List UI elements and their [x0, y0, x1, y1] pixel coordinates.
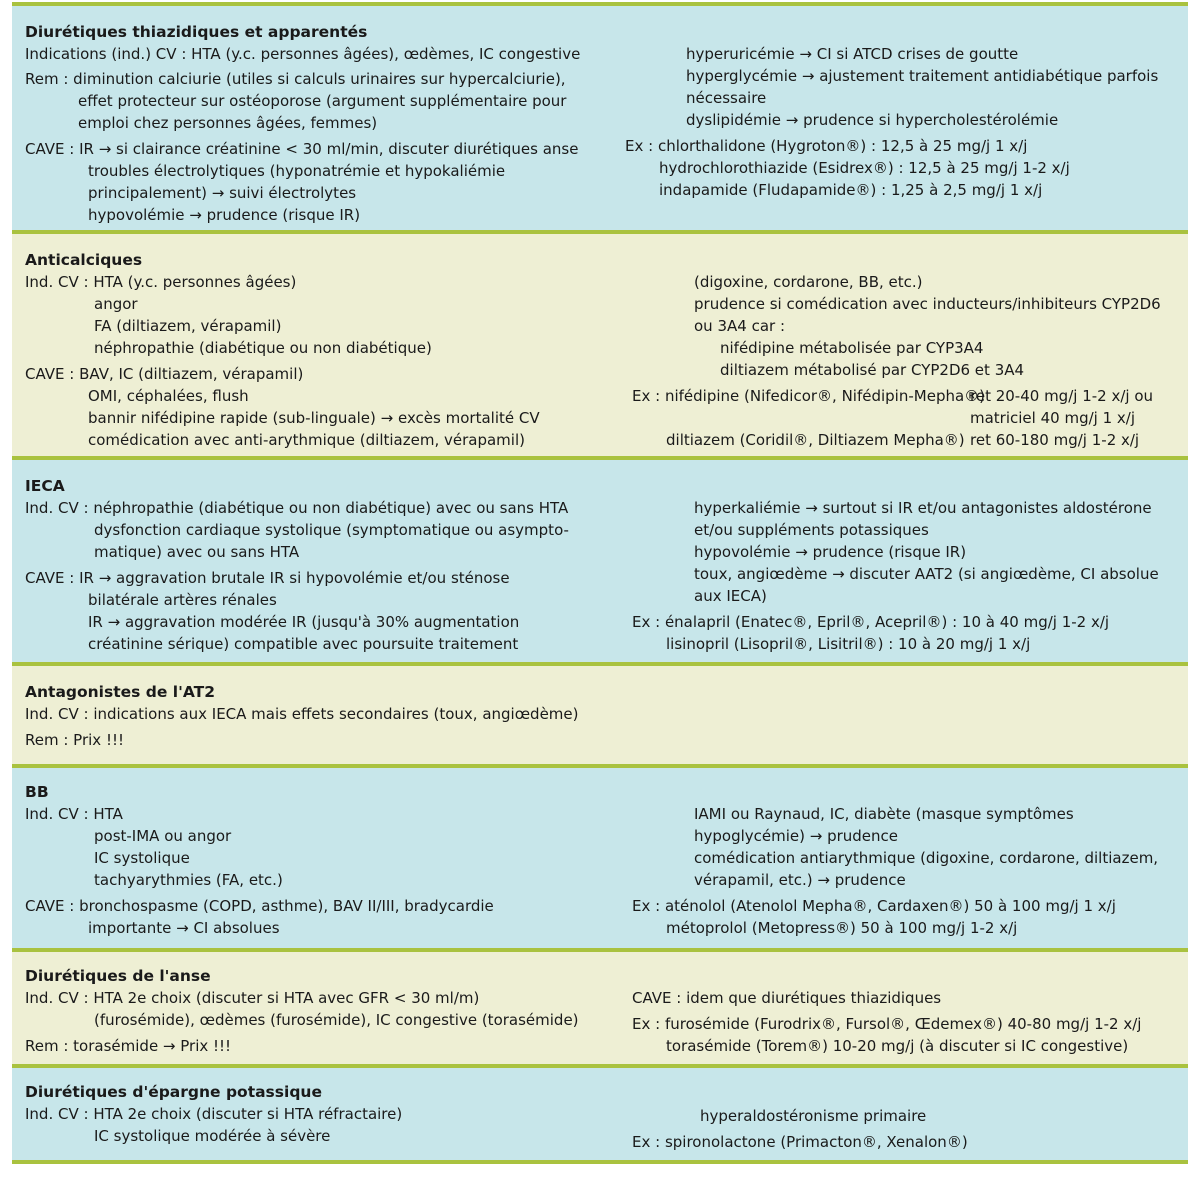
text-line: troubles électrolytiques (hyponatrémie et hypokaliémie — [88, 162, 506, 180]
section-title: Antagonistes de l'AT2 — [25, 683, 215, 701]
text-line: prudence si comédication avec inducteurs/inhibiteurs CYP2D6 — [694, 295, 1161, 313]
text-line: Ex : chlorthalidone (Hygroton®) : 12,5 à 25 mg/j 1 x/j — [625, 137, 1028, 155]
text-line: (digoxine, cordarone, BB, etc.) — [694, 273, 923, 291]
text-line: CAVE : idem que diurétiques thiazidiques — [632, 989, 942, 1007]
text-line: CAVE : IR → si clairance créatinine < 30 ml/min, discuter diurétiques anse — [25, 140, 579, 158]
text-line: ret 20-40 mg/j 1-2 x/j ou — [970, 387, 1154, 405]
text-line: Rem : diminution calciurie (utiles si calculs urinaires sur hypercalciurie), — [25, 70, 566, 88]
text-line: Ex : furosémide (Furodrix®, Fursol®, Œdemex®) 40-80 mg/j 1-2 x/j — [632, 1015, 1142, 1033]
text-line: comédication avec anti-arythmique (diltiazem, vérapamil) — [88, 431, 525, 449]
text-line: matique) avec ou sans HTA — [94, 543, 300, 561]
text-line: Ind. CV : HTA — [25, 805, 123, 823]
text-line: Indications (ind.) CV : HTA (y.c. personnes âgées), œdèmes, IC congestive — [25, 45, 581, 63]
section-epargne-potassique — [12, 1064, 1188, 1160]
text-line: comédication antiarythmique (digoxine, cordarone, diltiazem, — [694, 849, 1159, 867]
section-title: Diurétiques d'épargne potassique — [25, 1083, 322, 1101]
text-line: post-IMA ou angor — [94, 827, 232, 845]
text-line: Rem : torasémide → Prix !!! — [25, 1037, 232, 1055]
text-line: nifédipine métabolisée par CYP3A4 — [720, 339, 984, 357]
text-line: hyperkaliémie → surtout si IR et/ou antagonistes aldostérone — [694, 499, 1152, 517]
bottom-divider — [12, 1160, 1188, 1164]
text-line: dyslipidémie → prudence si hypercholestérolémie — [686, 111, 1059, 129]
text-line: indapamide (Fludapamide®) : 1,25 à 2,5 mg/j 1 x/j — [659, 181, 1043, 199]
text-line: angor — [94, 295, 138, 313]
text-line: toux, angiœdème → discuter AAT2 (si angiœdème, CI absolue — [694, 565, 1159, 583]
section-antagonistes-at2 — [12, 662, 1188, 764]
text-line: néphropathie (diabétique ou non diabétique) — [94, 339, 432, 357]
text-line: bannir nifédipine rapide (sub-linguale) → excès mortalité CV — [88, 409, 540, 427]
text-line: IAMI ou Raynaud, IC, diabète (masque symptômes — [694, 805, 1074, 823]
text-line: IC systolique modérée à sévère — [94, 1127, 331, 1145]
text-line: ou 3A4 car : — [694, 317, 785, 335]
text-line: OMI, céphalées, flush — [88, 387, 249, 405]
text-line: ret 60-180 mg/j 1-2 x/j — [970, 431, 1140, 449]
text-line: diltiazem métabolisé par CYP2D6 et 3A4 — [720, 361, 1025, 379]
text-line: torasémide (Torem®) 10-20 mg/j (à discuter si IC congestive) — [666, 1037, 1129, 1055]
text-line: effet protecteur sur ostéoporose (argument supplémentaire pour — [78, 92, 567, 110]
text-line: hypoglycémie) → prudence — [694, 827, 899, 845]
section-diuretiques-anse — [12, 948, 1188, 1064]
text-line: Ind. CV : HTA 2e choix (discuter si HTA réfractaire) — [25, 1105, 403, 1123]
text-line: Ex : spironolactone (Primacton®, Xenalon®) — [632, 1133, 968, 1151]
section-anticalciques — [12, 230, 1188, 456]
text-line: lisinopril (Lisopril®, Lisitril®) : 10 à 20 mg/j 1 x/j — [666, 635, 1031, 653]
text-line: hydrochlorothiazide (Esidrex®) : 12,5 à 25 mg/j 1-2 x/j — [659, 159, 1070, 177]
text-line: métoprolol (Metopress®) 50 à 100 mg/j 1-2 x/j — [666, 919, 1018, 937]
text-line: hyperglycémie → ajustement traitement antidiabétique parfois — [686, 67, 1159, 85]
text-line: Rem : Prix !!! — [25, 731, 124, 749]
text-line: matriciel 40 mg/j 1 x/j — [970, 409, 1135, 427]
text-line: CAVE : bronchospasme (COPD, asthme), BAV II/III, bradycardie — [25, 897, 494, 915]
text-line: diltiazem (Coridil®, Diltiazem Mepha®) — [666, 431, 965, 449]
text-line: créatinine sérique) compatible avec poursuite traitement — [88, 635, 519, 653]
section-ieca — [12, 456, 1188, 662]
text-line: IC systolique — [94, 849, 190, 867]
text-line: Ind. CV : indications aux IECA mais effets secondaires (toux, angiœdème) — [25, 705, 579, 723]
text-line: vérapamil, etc.) → prudence — [694, 871, 906, 889]
section-title: Anticalciques — [25, 251, 143, 269]
text-line: Ind. CV : HTA 2e choix (discuter si HTA avec GFR < 30 ml/m) — [25, 989, 480, 1007]
section-thiazidiques — [12, 2, 1188, 230]
text-line: CAVE : BAV, IC (diltiazem, vérapamil) — [25, 365, 304, 383]
text-line: Ex : énalapril (Enatec®, Epril®, Acepril®) : 10 à 40 mg/j 1-2 x/j — [632, 613, 1110, 631]
section-title: BB — [25, 783, 49, 801]
text-line: FA (diltiazem, vérapamil) — [94, 317, 282, 335]
text-line: CAVE : IR → aggravation brutale IR si hypovolémie et/ou sténose — [25, 569, 510, 587]
text-line: Ex : nifédipine (Nifedicor®, Nifédipin-Mepha®) — [632, 387, 986, 405]
text-line: nécessaire — [686, 89, 767, 107]
text-line: Ind. CV : néphropathie (diabétique ou non diabétique) avec ou sans HTA — [25, 499, 569, 517]
text-line: bilatérale artères rénales — [88, 591, 277, 609]
text-line: et/ou suppléments potassiques — [694, 521, 929, 539]
text-line: Ind. CV : HTA (y.c. personnes âgées) — [25, 273, 297, 291]
text-line: tachyarythmies (FA, etc.) — [94, 871, 283, 889]
section-title: IECA — [25, 477, 65, 495]
section-bb — [12, 764, 1188, 948]
text-line: importante → CI absolues — [88, 919, 280, 937]
text-line: hyperuricémie → CI si ATCD crises de goutte — [686, 45, 1019, 63]
section-title: Diurétiques de l'anse — [25, 967, 211, 985]
text-line: hypovolémie → prudence (risque IR) — [694, 543, 967, 561]
text-line: emploi chez personnes âgées, femmes) — [78, 114, 378, 132]
text-line: Ex : aténolol (Atenolol Mepha®, Cardaxen®) 50 à 100 mg/j 1 x/j — [632, 897, 1116, 915]
text-line: dysfonction cardiaque systolique (symptomatique ou asympto- — [94, 521, 569, 539]
text-line: aux IECA) — [694, 587, 767, 605]
text-line: principalement) → suivi électrolytes — [88, 184, 357, 202]
text-line: IR → aggravation modérée IR (jusqu'à 30% augmentation — [88, 613, 520, 631]
section-title: Diurétiques thiazidiques et apparentés — [25, 23, 368, 41]
text-line: hyperaldostéronisme primaire — [700, 1107, 927, 1125]
text-line: hypovolémie → prudence (risque IR) — [88, 206, 361, 224]
text-line: (furosémide), œdèmes (furosémide), IC congestive (torasémide) — [94, 1011, 579, 1029]
